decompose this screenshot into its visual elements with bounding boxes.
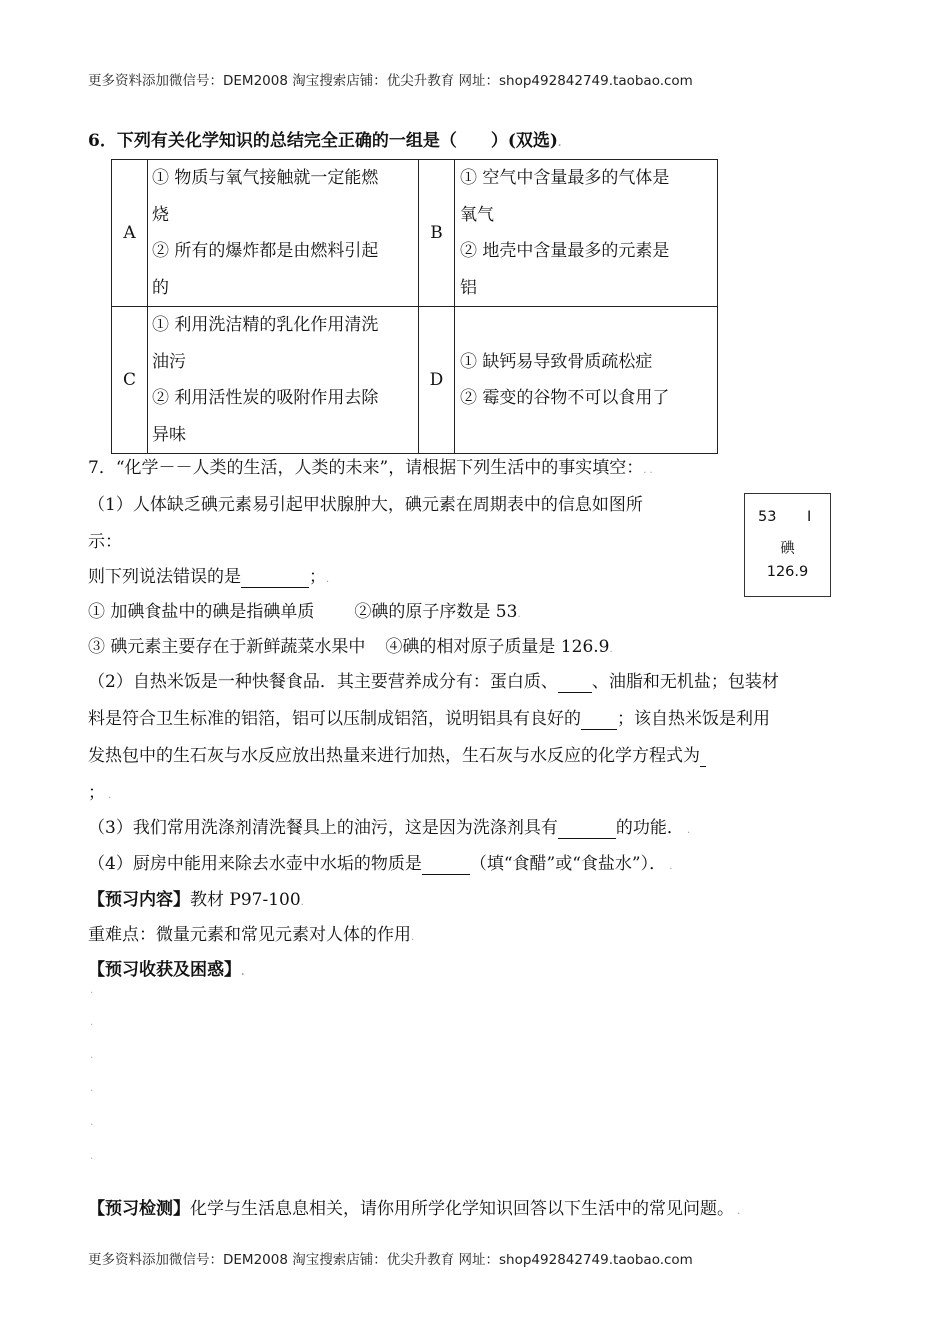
q7-part1-line2: 示：	[88, 532, 122, 552]
q7-part2-line3: 发热包中的生石灰与水反应放出热量来进行加热，生石灰与水反应的化学方程式为	[88, 741, 706, 767]
q7-part2-line4: ； .	[88, 783, 112, 803]
q7-options-row-1: ① 加碘食盐中的碘是指碘单质 ②碘的原子序数是 53.	[88, 602, 521, 622]
paragraph-mark: .	[90, 1017, 94, 1028]
preview-content: 【预习内容】教材 P97-100.	[88, 890, 304, 910]
option-label-a: A	[112, 160, 148, 307]
table-row	[112, 307, 718, 454]
question-7-intro: 7．“化学－－人类的生活，人类的未来”，请根据下列生活中的事实填空：. .	[88, 458, 653, 478]
option-label-b: B	[419, 160, 455, 307]
q7-part3: （3）我们常用洗涤剂清洗餐具上的油污，这是因为洗涤剂具有 的功能． .	[88, 818, 691, 838]
table-row	[112, 160, 718, 307]
preview-gains-heading: 【预习收获及困惑】.	[88, 960, 245, 980]
q7-part4: （4）厨房中能用来除去水壶中水垢的物质是 （填“食醋”或“食盐水”）． .	[88, 854, 673, 874]
preview-check: 【预习检测】化学与生活息息相关，请你用所学化学知识回答以下生活中的常见问题。 .	[88, 1199, 741, 1219]
key-points: 重难点：微量元素和常见元素对人体的作用.	[88, 925, 415, 945]
option-text-c: ① 利用洗洁精的乳化作用清洗 油污 ② 利用活性炭的吸附作用去除 异味	[148, 307, 419, 454]
paragraph-mark: .	[90, 1083, 94, 1094]
option-text-b: ① 空气中含量最多的气体是 氧气 ② 地壳中含量最多的元素是 铝	[455, 160, 718, 307]
answer-blank[interactable]	[558, 818, 616, 839]
option-label-c: C	[112, 307, 148, 454]
paragraph-mark: .	[90, 1050, 94, 1061]
paragraph-mark: .	[90, 985, 94, 996]
question-6-title: 6．下列有关化学知识的总结完全正确的一组是（ ）(双选).	[88, 131, 562, 151]
answer-blank[interactable]	[581, 709, 617, 730]
option-text-a: ① 物质与氧气接触就一定能燃 烧 ② 所有的爆炸都是由燃料引起 的	[148, 160, 419, 307]
page-footer: 更多资料添加微信号：DEM2008 淘宝搜索店铺：优尖升教育 网址：shop492842749.taobao.com	[88, 1252, 693, 1268]
atomic-number: 53	[758, 509, 777, 525]
paragraph-mark: .	[90, 1117, 94, 1128]
answer-blank[interactable]	[422, 854, 470, 875]
q7-part2-line2: 料是符合卫生标准的铝箔，铝可以压制成铝箔，说明铝具有良好的 ；该自热米饭是利用	[88, 709, 770, 729]
q7-part2-line1: （2）自热米饭是一种快餐食品．其主要营养成分有：蛋白质、 、油脂和无机盐；包装材	[88, 672, 779, 692]
element-name: 碘	[780, 541, 795, 557]
q7-part1-question: 则下列说法错误的是 ；.	[88, 567, 330, 587]
option-label-d: D	[419, 307, 455, 454]
paragraph-mark: .	[90, 1151, 94, 1162]
periodic-table-cell	[744, 493, 831, 597]
options-table	[111, 159, 718, 454]
answer-blank[interactable]	[700, 746, 706, 767]
answer-blank[interactable]	[241, 567, 309, 588]
answer-blank[interactable]	[558, 672, 592, 693]
q7-options-row-2: ③ 碘元素主要存在于新鲜蔬菜水果中 ④碘的相对原子质量是 126.9.	[88, 637, 613, 657]
option-text-d: ① 缺钙易导致骨质疏松症 ② 霉变的谷物不可以食用了	[455, 307, 718, 454]
q7-part1-line1: （1）人体缺乏碘元素易引起甲状腺肿大，碘元素在周期表中的信息如图所	[88, 495, 643, 515]
page-header: 更多资料添加微信号：DEM2008 淘宝搜索店铺：优尖升教育 网址：shop492842749.taobao.com	[88, 73, 693, 89]
element-symbol: I	[807, 509, 812, 525]
atomic-mass: 126.9	[766, 564, 809, 580]
